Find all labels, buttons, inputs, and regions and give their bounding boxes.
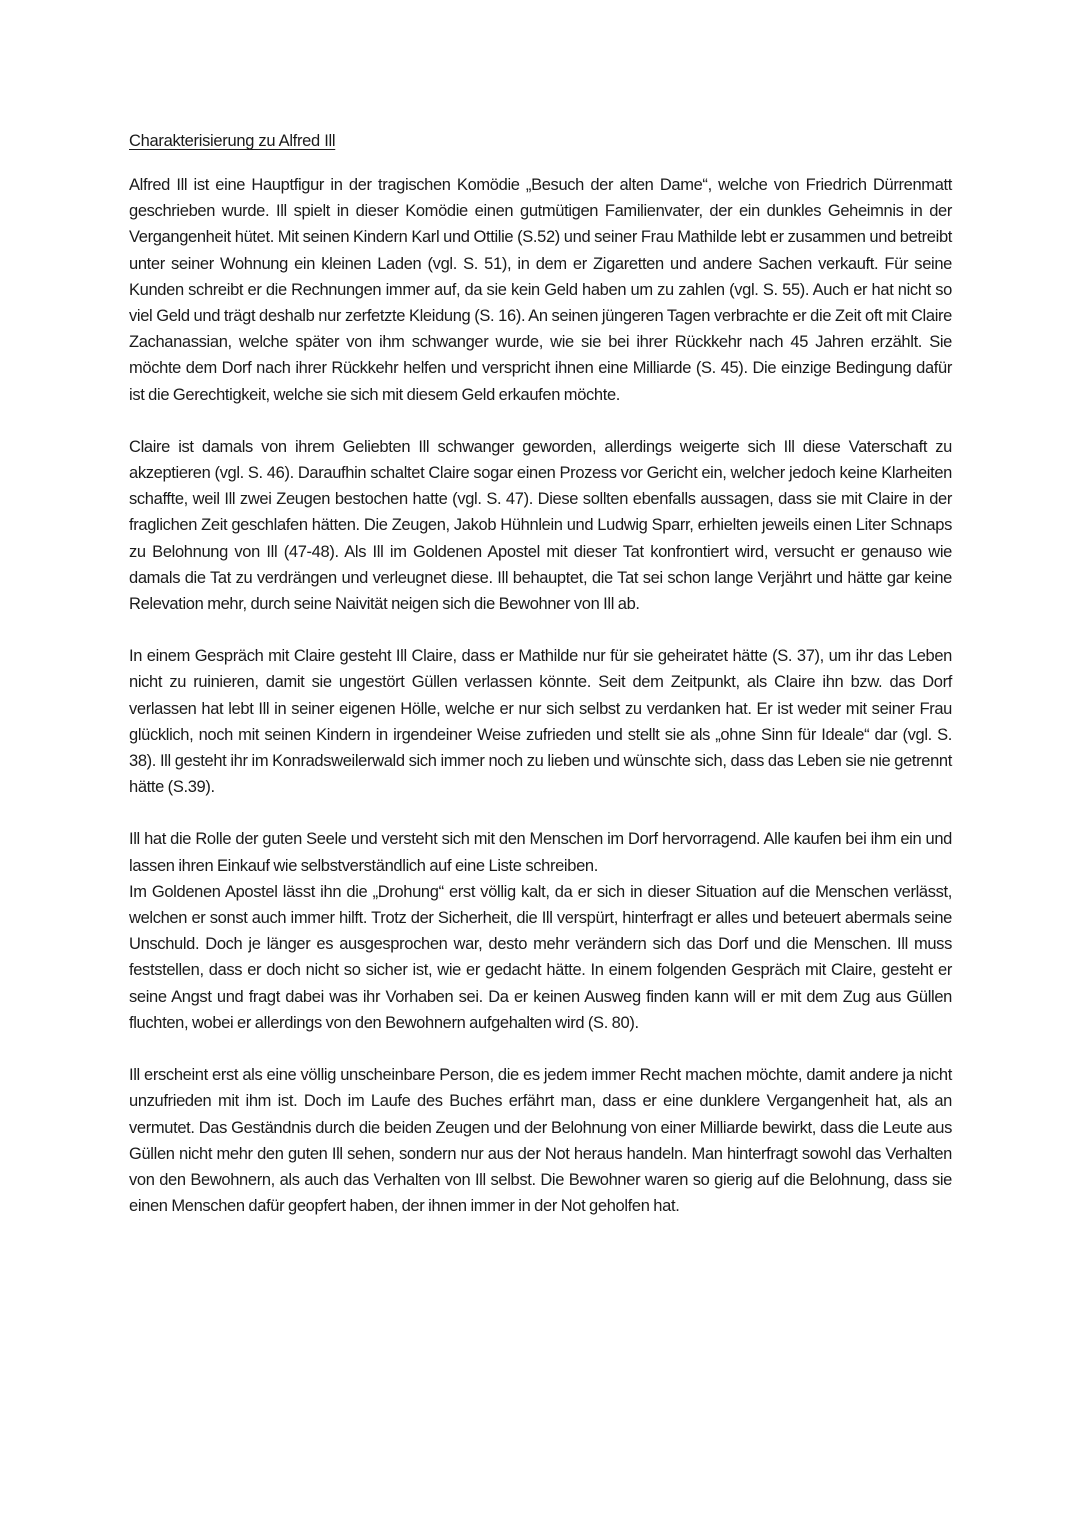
paragraph-threat-reaction: Im Goldenen Apostel lässt ihn die „Drohung“ erst völlig kalt, da er sich in dieser Situation auf die Menschen verlässt, welchen er sonst auch immer hilft. Trotz der Sicherheit, die Ill verspürt, hinterfragt er alles und beteuert abermals seine Unschuld. Doch je länger es ausgesprochen war, desto mehr verändern sich das Dorf und die Menschen. Ill muss feststellen, dass er doch nicht so sicher ist, wie er gedacht hätte. In einem folgenden Gespräch mit Claire, gesteht er seine Angst und fragt dabei was ihr Vorhaben sei. Da er keinen Ausweg finden kann will er mit dem Zug aus Güllen fluchten, wobei er allerdings von den Bewohnern aufgehalten wird (S. 80).	[129, 882, 952, 1032]
paragraph-conclusion: Ill erscheint erst als eine völlig unscheinbare Person, die es jedem immer Recht machen möchte, damit andere ja nicht unzufrieden mit ihm ist. Doch im Laufe des Buches erfährt man, dass er eine dunklere Vergangenheit hat, als an vermutet. Das Geständnis durch die beiden Zeugen und der Belohnung von einer Milliarde bewirkt, dass die Leute aus Güllen nicht mehr den guten Ill sehen, sondern nur aus der Not heraus handeln. Man hinterfragt sowohl das Verhalten von den Bewohnern, als auch das Verhalten von Ill selbst. Die Bewohner waren so gierig auf die Belohnung, dass sie einen Menschen dafür geopfert haben, der ihnen immer in der Not geholfen hat.	[129, 1066, 952, 1216]
paragraph-good-soul: Ill hat die Rolle der guten Seele und versteht sich mit den Menschen im Dorf hervorragend. Alle kaufen bei ihm ein und lassen ihren Einkauf wie selbstverständlich auf eine Liste schreiben.	[129, 830, 952, 875]
paragraph-introduction: Alfred Ill ist eine Hauptfigur in der tragischen Komödie „Besuch der alten Dame“, welche von Friedrich Dürrenmatt geschrieben wurde. Ill spielt in dieser Komödie einen gutmütigen Familienvater, der ein dunkles Geheimnis in der Vergangenheit hütet. Mit seinen Kindern Karl und Ottilie (S.52) und seiner Frau Mathilde lebt er zusammen und betreibt unter seiner Wohnung ein kleinen Laden (vgl. S. 51), in dem er Zigaretten und andere Sachen verkauft. Für seine Kunden schreibt er die Rechnungen immer auf, da sie kein Geld haben um zu zahlen (vgl. S. 55). Auch er hat nicht so viel Geld und trägt deshalb nur zerfetzte Kleidung (S. 16). An seinen jüngeren Tagen verbrachte er die Zeit oft mit Claire Zachanassian, welche später von ihm schwanger wurde, wie sie bei ihrer Rückkehr nach 45 Jahren erzählt. Sie möchte dem Dorf nach ihrer Rückkehr helfen und verspricht ihnen eine Milliarde (S. 45). Die einzige Bedingung dafür ist die Gerechtigkeit, welche sie sich mit diesem Geld erkaufen möchte.	[129, 176, 952, 404]
document-title: Charakterisierung zu Alfred Ill	[129, 132, 336, 150]
paragraph-past-paternity: Claire ist damals von ihrem Geliebten Ill schwanger geworden, allerdings weigerte sich Ill diese Vaterschaft zu akzeptieren (vgl. S. 46). Daraufhin schaltet Claire sogar einen Prozess vor Gericht ein, welcher jedoch keine Klarheiten schaffte, weil Ill zwei Zeugen bestochen hatte (vgl. S. 47). Diese sollten ebenfalls aussagen, dass sie mit Claire in der fraglichen Zeit geschlafen hätten. Die Zeugen, Jakob Hühnlein und Ludwig Sparr, erhielten jeweils einen Liter Schnaps zu Belohnung von Ill (47-48). Als Ill im Goldenen Apostel mit dieser Tat konfrontiert wird, versucht er genauso wie damals die Tat zu verdrängen und verleugnet diese. Ill behauptet, die Tat sei schon lange Verjährt und hätte gar keine Relevation mehr, durch seine Naivität neigen sich die Bewohner von Ill ab.	[129, 437, 952, 614]
paragraph-conversation-claire: In einem Gespräch mit Claire gesteht Ill Claire, dass er Mathilde nur für sie geheiratet hätte (S. 37), um ihr das Leben nicht zu ruinieren, damit sie ungestört Güllen verlassen könnte. Seit dem Zeitpunkt, als Claire ihn bzw. das Dorf verlassen hat lebt Ill in seiner eigenen Hölle, welche er nur sich selbst zu verdanken hat. Er ist weder mit seiner Frau glücklich, noch mit seinen Kindern in irgendeiner Weise zufrieden und stellt sie als „ohne Sinn für Ideale“ dar (vgl. S. 38). Ill gesteht ihr im Konradsweilerwald sich immer noch zu lieben und wünschte sich, dass das Leben sie nie getrennt hätte (S.39).	[129, 647, 952, 797]
document-page	[129, 128, 952, 1245]
